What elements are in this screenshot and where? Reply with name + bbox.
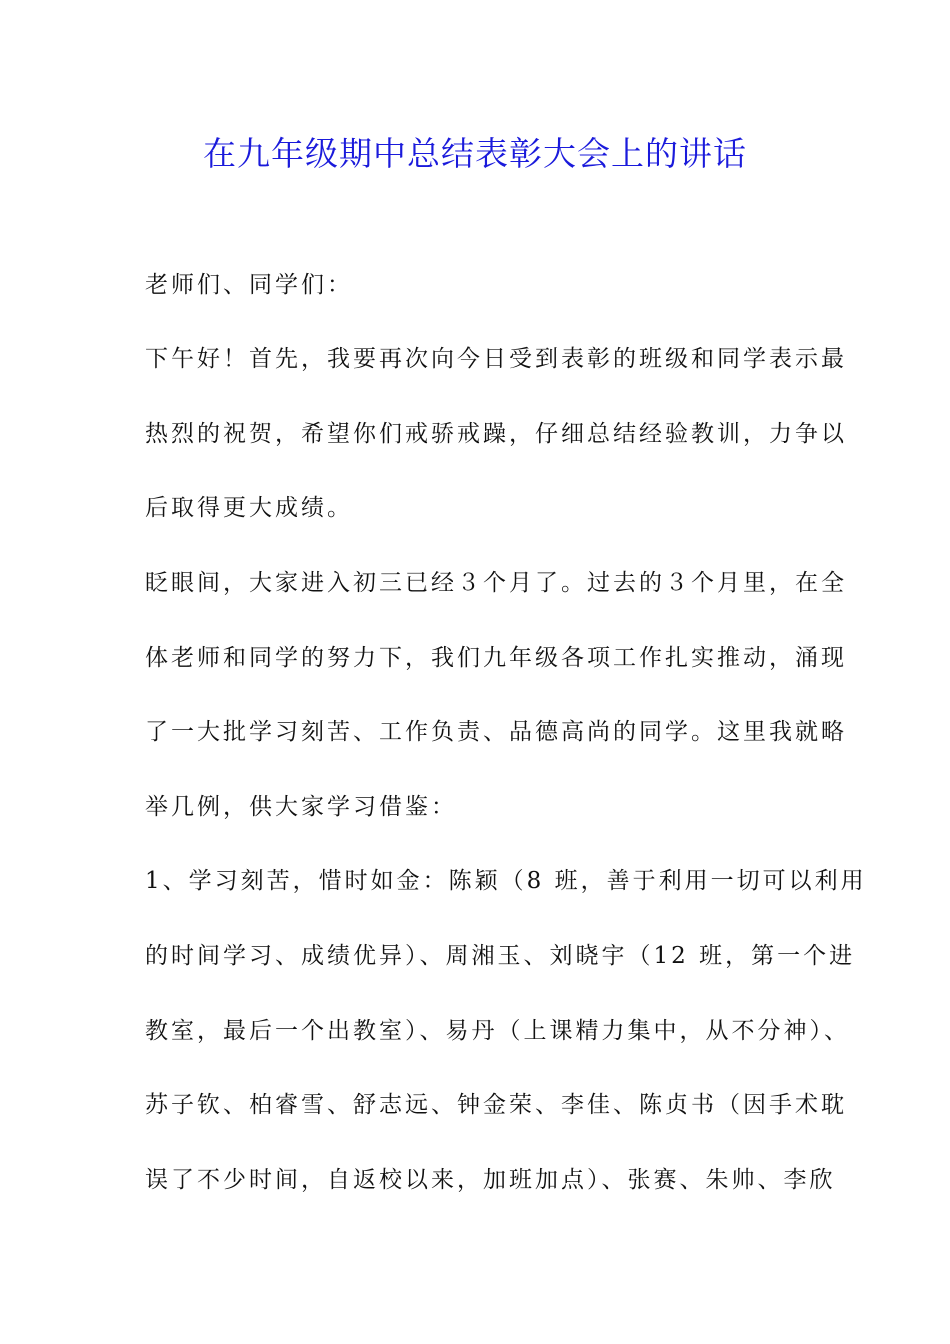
body-line: 下午好！首先，我要再次向今日受到表彰的班级和同学表示最	[145, 346, 847, 372]
body-line: 1、学习刻苦，惜时如金：陈颖（8 班，善于利用一切可以利用	[145, 868, 867, 894]
salutation-line: 老师们、同学们：	[145, 272, 353, 298]
body-line: 教室，最后一个出教室）、易丹（上课精力集中，从不分神）、	[145, 1018, 850, 1044]
body-line: 误了不少时间，自返校以来，加班加点）、张赛、朱帅、李欣	[145, 1167, 836, 1193]
body-line: 后取得更大成绩。	[145, 495, 353, 521]
body-line: 了一大批学习刻苦、工作负责、品德高尚的同学。这里我就略	[145, 719, 847, 745]
body-line: 苏子钦、柏睿雪、舒志远、钟金荣、李佳、陈贞书（因手术耽	[145, 1092, 847, 1118]
body-line: 的时间学习、成绩优异）、周湘玉、刘晓宇（12 班，第一个进	[145, 943, 856, 969]
body-line: 热烈的祝贺，希望你们戒骄戒躁，仔细总结经验教训，力争以	[145, 421, 847, 447]
body-line: 眨眼间，大家进入初三已经３个月了。过去的３个月里，在全	[145, 570, 847, 596]
body-line: 体老师和同学的努力下，我们九年级各项工作扎实推动，涌现	[145, 645, 847, 671]
document-title: 在九年级期中总结表彰大会上的讲话	[203, 134, 747, 173]
body-line: 举几例，供大家学习借鉴：	[145, 794, 457, 820]
